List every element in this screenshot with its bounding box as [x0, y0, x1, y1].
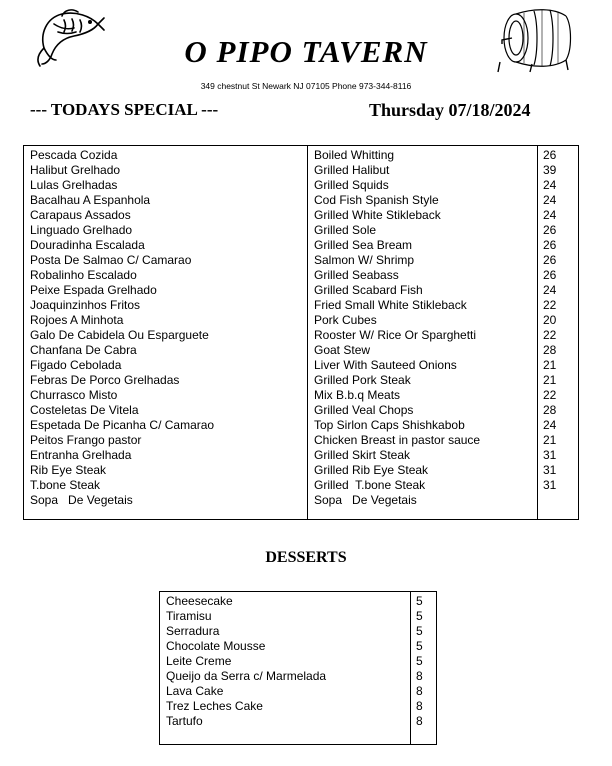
dessert-row: [160, 714, 436, 729]
dessert-name: Trez Leches Cake: [166, 699, 263, 713]
special-row: [24, 223, 578, 238]
special-portuguese-name: T.bone Steak: [30, 478, 101, 492]
special-row: [24, 343, 578, 358]
special-english-name: Cod Fish Spanish Style: [314, 193, 439, 207]
special-price: 39: [543, 163, 557, 177]
dessert-row: [160, 669, 436, 684]
dessert-name: Serradura: [166, 624, 220, 638]
special-portuguese-name: Linguado Grelhado: [30, 223, 133, 237]
special-row: [24, 193, 578, 208]
dessert-row: [160, 699, 436, 714]
special-price: 26: [543, 238, 557, 252]
special-english-name: Grilled Veal Chops: [314, 403, 414, 417]
special-english-name: Chicken Breast in pastor sauce: [314, 433, 481, 447]
specials-table: [23, 145, 579, 520]
special-row: [24, 448, 578, 463]
special-row: [24, 283, 578, 298]
special-row: [24, 373, 578, 388]
special-portuguese-name: Robalinho Escalado: [30, 268, 137, 282]
special-price: 26: [543, 268, 557, 282]
special-row: [24, 328, 578, 343]
special-price: 24: [543, 283, 557, 297]
dessert-name: Queijo da Serra c/ Marmelada: [166, 669, 327, 683]
special-row: [24, 433, 578, 448]
special-english-name: Grilled Pork Steak: [314, 373, 411, 387]
dessert-name: Tartufo: [166, 714, 203, 728]
special-row: [24, 403, 578, 418]
special-portuguese-name: Pescada Cozida: [30, 148, 118, 162]
special-price: 22: [543, 388, 557, 402]
special-portuguese-name: Joaquinzinhos Fritos: [30, 298, 141, 312]
dessert-price: 8: [416, 669, 423, 683]
special-price: 22: [543, 298, 557, 312]
special-portuguese-name: Costeletas De Vitela: [30, 403, 139, 417]
special-portuguese-name: Lulas Grelhadas: [30, 178, 118, 192]
dessert-row: [160, 609, 436, 624]
special-price: 21: [543, 433, 557, 447]
special-portuguese-name: Rib Eye Steak: [30, 463, 107, 477]
dessert-price: 5: [416, 624, 423, 638]
todays-special-heading: --- TODAYS SPECIAL ---: [30, 100, 219, 119]
special-date: Thursday 07/18/2024: [369, 100, 531, 120]
dessert-price: 8: [416, 684, 423, 698]
special-english-name: Goat Stew: [314, 343, 371, 357]
special-price: 28: [543, 403, 557, 417]
special-english-name: Mix B.b.q Meats: [314, 388, 401, 402]
special-portuguese-name: Churrasco Misto: [30, 388, 118, 402]
special-portuguese-name: Figado Cebolada: [30, 358, 122, 372]
special-price: 21: [543, 358, 557, 372]
dessert-price: 8: [416, 699, 423, 713]
dessert-name: Leite Creme: [166, 654, 232, 668]
special-row: [24, 148, 578, 163]
special-portuguese-name: Posta De Salmao C/ Camarao: [30, 253, 192, 267]
special-portuguese-name: Sopa De Vegetais: [30, 493, 133, 507]
special-english-name: Grilled Sole: [314, 223, 377, 237]
special-price: 21: [543, 373, 557, 387]
special-english-name: Grilled White Stikleback: [314, 208, 441, 222]
special-row: [24, 298, 578, 313]
special-portuguese-name: Bacalhau A Espanhola: [30, 193, 151, 207]
restaurant-title: O PIPO TAVERN: [184, 34, 428, 69]
dessert-row: [160, 594, 436, 609]
special-row: [24, 358, 578, 373]
special-price: 28: [543, 343, 557, 357]
special-row: [24, 163, 578, 178]
dessert-price: 5: [416, 609, 423, 623]
dessert-row: [160, 684, 436, 699]
special-row: [24, 268, 578, 283]
special-english-name: Grilled Scabard Fish: [314, 283, 423, 297]
special-portuguese-name: Halibut Grelhado: [30, 163, 121, 177]
special-portuguese-name: Peixe Espada Grelhado: [30, 283, 157, 297]
special-row: [24, 178, 578, 193]
dessert-price: 5: [416, 639, 423, 653]
special-portuguese-name: Peitos Frango pastor: [30, 433, 142, 447]
special-price: 31: [543, 478, 557, 492]
special-english-name: Grilled Halibut: [314, 163, 390, 177]
special-row: [24, 478, 578, 493]
special-portuguese-name: Chanfana De Cabra: [30, 343, 137, 357]
special-english-name: Grilled Squids: [314, 178, 389, 192]
special-portuguese-name: Rojoes A Minhota: [30, 313, 124, 327]
special-english-name: Grilled Rib Eye Steak: [314, 463, 429, 477]
special-portuguese-name: Febras De Porco Grelhadas: [30, 373, 180, 387]
special-english-name: Grilled Skirt Steak: [314, 448, 411, 462]
special-english-name: Sopa De Vegetais: [314, 493, 417, 507]
special-english-name: Boiled Whitting: [314, 148, 395, 162]
dessert-row: [160, 624, 436, 639]
dessert-row: [160, 654, 436, 669]
special-english-name: Fried Small White Stikleback: [314, 298, 467, 312]
dessert-name: Tiramisu: [166, 609, 212, 623]
special-price: 24: [543, 418, 557, 432]
special-english-name: Grilled T.bone Steak: [314, 478, 426, 492]
special-price: 31: [543, 448, 557, 462]
special-row: [24, 388, 578, 403]
dessert-name: Chocolate Mousse: [166, 639, 266, 653]
special-price: 24: [543, 193, 557, 207]
special-english-name: Grilled Sea Bream: [314, 238, 413, 252]
special-row: [24, 253, 578, 268]
special-english-name: Salmon W/ Shrimp: [314, 253, 415, 267]
dessert-name: Cheesecake: [166, 594, 233, 608]
special-price: 22: [543, 328, 557, 342]
special-english-name: Rooster W/ Rice Or Sparghetti: [314, 328, 477, 342]
desserts-table: [159, 591, 437, 745]
special-price: 26: [543, 253, 557, 267]
special-english-name: Pork Cubes: [314, 313, 377, 327]
special-row: [24, 208, 578, 223]
special-portuguese-name: Espetada De Picanha C/ Camarao: [30, 418, 215, 432]
special-row: [24, 418, 578, 433]
special-english-name: Liver With Sauteed Onions: [314, 358, 457, 372]
dessert-row: [160, 639, 436, 654]
special-row: [24, 313, 578, 328]
dessert-price: 5: [416, 594, 423, 608]
special-price: 26: [543, 223, 557, 237]
special-row: [24, 238, 578, 253]
special-portuguese-name: Galo De Cabidela Ou Esparguete: [30, 328, 209, 342]
special-price: 24: [543, 208, 557, 222]
desserts-heading: DESSERTS: [265, 549, 347, 566]
dessert-name: Lava Cake: [166, 684, 224, 698]
dessert-price: 5: [416, 654, 423, 668]
special-english-name: Grilled Seabass: [314, 268, 399, 282]
restaurant-address: 349 chestnut St Newark NJ 07105 Phone 973-344-8116: [200, 81, 412, 91]
special-price: 31: [543, 463, 557, 477]
special-portuguese-name: Douradinha Escalada: [30, 238, 145, 252]
special-price: 20: [543, 313, 557, 327]
special-english-name: Top Sirlon Caps Shishkabob: [314, 418, 465, 432]
special-row: [24, 463, 578, 478]
special-portuguese-name: Entranha Grelhada: [30, 448, 132, 462]
special-row: [24, 493, 578, 508]
special-price: 24: [543, 178, 557, 192]
dessert-price: 8: [416, 714, 423, 728]
special-price: 26: [543, 148, 557, 162]
special-portuguese-name: Carapaus Assados: [30, 208, 131, 222]
